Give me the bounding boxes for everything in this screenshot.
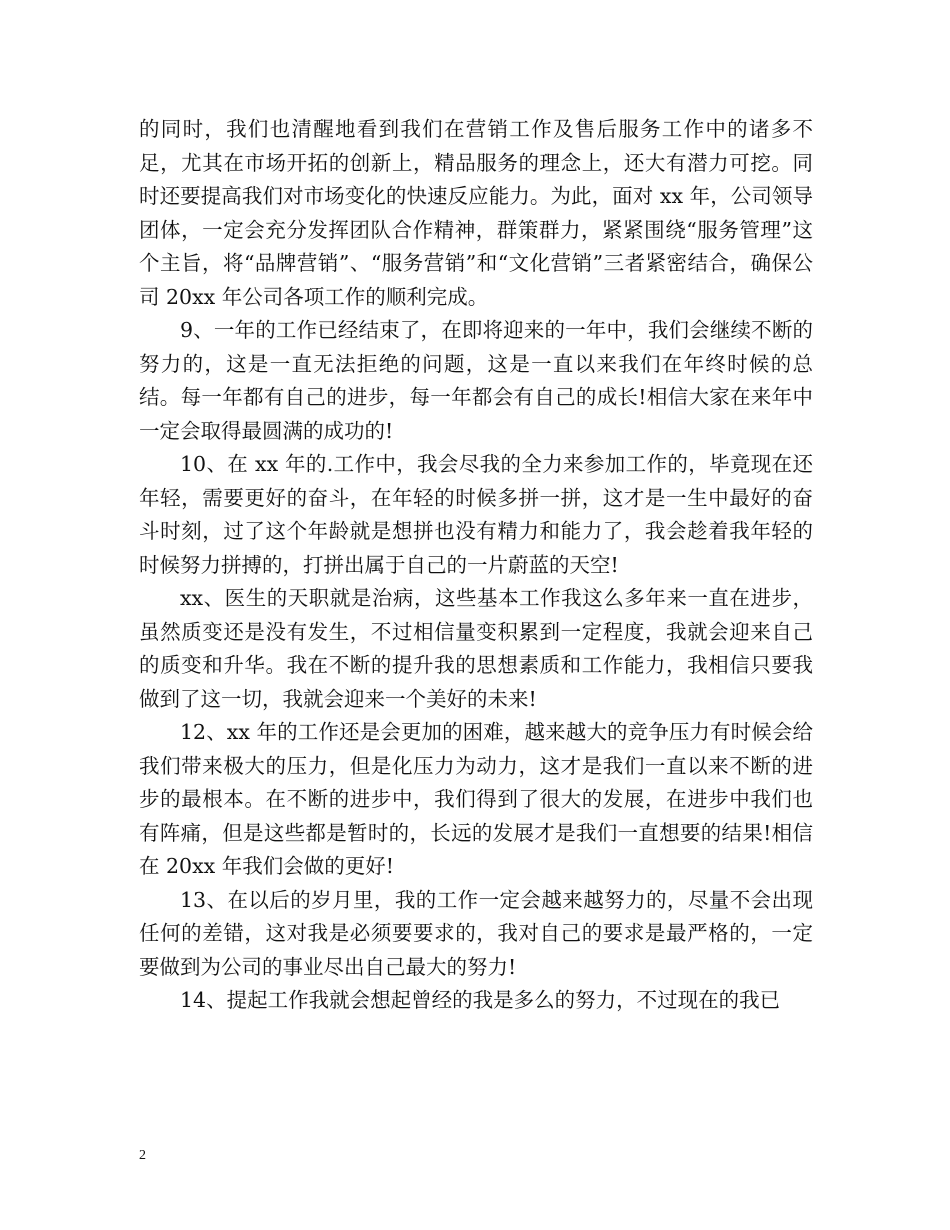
paragraph-item-12: 12、xx 年的工作还是会更加的困难，越来越大的竞争压力有时候会给我们带来极大的压力，但是化压力为动力，这才是我们一直以来不断的进步的最根本。在不断的进步中，我们得到了很大的发展，在进步中我们也有阵痛，但是这些都是暂时的，长远的发展才是我们一直想要的结果!相信在 20xx 年我们会做的更好! [139,720,813,878]
paragraph-continuation: 的同时，我们也清醒地看到我们在营销工作及售后服务工作中的诸多不足，尤其在市场开拓的创新上，精品服务的理念上，还大有潜力可挖。同时还要提高我们对市场变化的快速反应能力。为此，面对 xx 年，公司领导团体，一定会充分发挥团队合作精神，群策群力，紧紧围绕“服务管理”这个主旨，将“品牌营销”、“服务营销”和“文化营销”三者紧密结合，确保公司 20xx 年公司各项工作的顺利完成。 [139,117,813,309]
paragraph-item-xx: xx、医生的天职就是治病，这些基本工作我这么多年来一直在进步，虽然质变还是没有发生，不过相信量变积累到一定程度，我就会迎来自己的质变和升华。我在不断的提升我的思想素质和工作能力，我相信只要我做到了这一切，我就会迎来一个美好的未来! [139,586,813,711]
paragraph-item-9: 9、一年的工作已经结束了，在即将迎来的一年中，我们会继续不断的努力的，这是一直无法拒绝的问题，这是一直以来我们在年终时候的总结。每一年都有自己的进步，每一年都会有自己的成长!相信大家在来年中一定会取得最圆满的成功的! [139,318,813,443]
document-body [139,113,813,1018]
paragraph-item-13: 13、在以后的岁月里，我的工作一定会越来越努力的，尽量不会出现任何的差错，这对我是必须要要求的，我对自己的要求是最严格的，一定要做到为公司的事业尽出自己最大的努力! [139,887,813,979]
paragraph-item-14: 14、提起工作我就会想起曾经的我是多么的努力，不过现在的我已 [180,988,781,1012]
paragraph-item-10: 10、在 xx 年的.工作中，我会尽我的全力来参加工作的，毕竟现在还年轻，需要更好的奋斗，在年轻的时候多拼一拼，这才是一生中最好的奋斗时刻，过了这个年龄就是想拼也没有精力和能力了，我会趁着我年轻的时候努力拼搏的，打拼出属于自己的一片蔚蓝的天空! [139,452,813,577]
page-number: 2 [139,1148,146,1163]
